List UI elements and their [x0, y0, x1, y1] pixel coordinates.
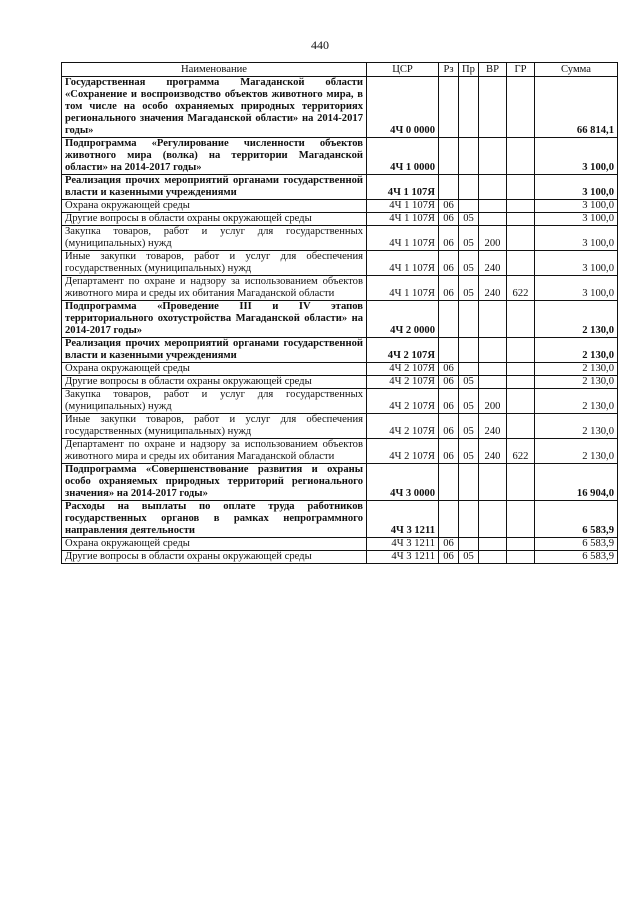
row-sum: 6 583,9 [535, 501, 618, 538]
row-rz: 06 [439, 251, 459, 276]
row-rz: 06 [439, 363, 459, 376]
row-csr: 4Ч 3 1211 [367, 538, 439, 551]
row-pr [459, 538, 479, 551]
row-pr: 05 [459, 376, 479, 389]
row-rz: 06 [439, 376, 459, 389]
row-rz [439, 301, 459, 338]
row-vr: 240 [479, 414, 507, 439]
row-vr [479, 538, 507, 551]
row-sum: 2 130,0 [535, 338, 618, 363]
row-rz [439, 138, 459, 175]
header-gr: ГР [507, 63, 535, 77]
header-csr: ЦСР [367, 63, 439, 77]
header-name: Наименование [62, 63, 367, 77]
row-sum: 3 100,0 [535, 226, 618, 251]
table-row [62, 138, 618, 175]
row-name: Расходы на выплаты по оплате труда работников государственных органов в рамках непрограммного направления деятельности [62, 501, 367, 538]
row-vr: 200 [479, 226, 507, 251]
row-csr: 4Ч 2 107Я [367, 376, 439, 389]
row-gr [507, 213, 535, 226]
row-sum: 6 583,9 [535, 551, 618, 564]
row-name: Иные закупки товаров, работ и услуг для обеспечения государственных (муниципальных) нужд [62, 414, 367, 439]
row-name: Охрана окружающей среды [62, 200, 367, 213]
row-csr: 4Ч 2 107Я [367, 439, 439, 464]
row-pr [459, 77, 479, 138]
row-gr [507, 200, 535, 213]
table-row [62, 551, 618, 564]
row-name: Закупка товаров, работ и услуг для государственных (муниципальных) нужд [62, 226, 367, 251]
row-vr [479, 200, 507, 213]
row-name: Подпрограмма «Совершенствование развития и охраны особо охраняемых природных территорий регионального значения» на 2014-2017 годы» [62, 464, 367, 501]
table-row [62, 414, 618, 439]
row-name: Иные закупки товаров, работ и услуг для обеспечения государственных (муниципальных) нужд [62, 251, 367, 276]
header-sum: Сумма [535, 63, 618, 77]
header-pr: Пр [459, 63, 479, 77]
row-csr: 4Ч 2 107Я [367, 338, 439, 363]
row-vr [479, 301, 507, 338]
row-rz: 06 [439, 439, 459, 464]
row-csr: 4Ч 2 107Я [367, 389, 439, 414]
row-csr: 4Ч 1 107Я [367, 251, 439, 276]
row-gr [507, 551, 535, 564]
row-csr: 4Ч 2 107Я [367, 363, 439, 376]
table-row [62, 77, 618, 138]
header-vr: ВР [479, 63, 507, 77]
row-rz: 06 [439, 213, 459, 226]
row-name: Департамент по охране и надзору за использованием объектов животного мира и среды их обитания Магаданской области [62, 439, 367, 464]
row-sum: 3 100,0 [535, 276, 618, 301]
table-row [62, 389, 618, 414]
row-vr [479, 338, 507, 363]
row-vr [479, 213, 507, 226]
row-sum: 66 814,1 [535, 77, 618, 138]
row-sum: 3 100,0 [535, 200, 618, 213]
row-gr [507, 376, 535, 389]
row-sum: 6 583,9 [535, 538, 618, 551]
row-csr: 4Ч 1 0000 [367, 138, 439, 175]
row-vr [479, 551, 507, 564]
row-rz [439, 175, 459, 200]
row-sum: 16 904,0 [535, 464, 618, 501]
row-vr [479, 138, 507, 175]
row-vr [479, 77, 507, 138]
row-sum: 2 130,0 [535, 439, 618, 464]
row-gr [507, 414, 535, 439]
row-csr: 4Ч 1 107Я [367, 213, 439, 226]
row-pr: 05 [459, 276, 479, 301]
row-csr: 4Ч 1 107Я [367, 276, 439, 301]
row-name: Государственная программа Магаданской области «Сохранение и воспроизводство объектов животного мира, в том числе на особо охраняемых природных территориях регионального значения Магаданской области» на 2014-2017 годы» [62, 77, 367, 138]
row-vr [479, 376, 507, 389]
row-gr [507, 363, 535, 376]
row-vr: 240 [479, 276, 507, 301]
row-csr: 4Ч 2 107Я [367, 414, 439, 439]
row-gr [507, 226, 535, 251]
row-name: Другие вопросы в области охраны окружающей среды [62, 213, 367, 226]
row-csr: 4Ч 3 1211 [367, 551, 439, 564]
row-name: Подпрограмма «Проведение III и IV этапов территориального охотустройства Магаданской области» на 2014-2017 годы» [62, 301, 367, 338]
row-gr [507, 501, 535, 538]
row-vr [479, 501, 507, 538]
row-name: Закупка товаров, работ и услуг для государственных (муниципальных) нужд [62, 389, 367, 414]
row-pr: 05 [459, 213, 479, 226]
table-row [62, 501, 618, 538]
row-rz [439, 501, 459, 538]
row-rz: 06 [439, 276, 459, 301]
row-gr [507, 301, 535, 338]
row-pr: 05 [459, 251, 479, 276]
table-row [62, 175, 618, 200]
row-csr: 4Ч 0 0000 [367, 77, 439, 138]
row-rz: 06 [439, 551, 459, 564]
table-row [62, 226, 618, 251]
row-gr: 622 [507, 276, 535, 301]
table-row [62, 439, 618, 464]
row-pr [459, 464, 479, 501]
page-number: 440 [311, 38, 329, 52]
row-pr [459, 175, 479, 200]
row-gr [507, 77, 535, 138]
row-gr [507, 464, 535, 501]
row-sum: 3 100,0 [535, 251, 618, 276]
row-pr [459, 338, 479, 363]
row-pr [459, 301, 479, 338]
row-vr: 200 [479, 389, 507, 414]
row-csr: 4Ч 1 107Я [367, 226, 439, 251]
row-sum: 2 130,0 [535, 301, 618, 338]
table-header-row [62, 63, 618, 77]
row-pr [459, 501, 479, 538]
row-gr [507, 138, 535, 175]
row-csr: 4Ч 1 107Я [367, 200, 439, 213]
row-pr: 05 [459, 439, 479, 464]
table-row [62, 200, 618, 213]
row-name: Реализация прочих мероприятий органами государственной власти и казенными учреждениями [62, 175, 367, 200]
row-sum: 2 130,0 [535, 414, 618, 439]
row-name: Охрана окружающей среды [62, 363, 367, 376]
row-rz: 06 [439, 414, 459, 439]
table-row [62, 538, 618, 551]
row-name: Другие вопросы в области охраны окружающей среды [62, 551, 367, 564]
row-pr: 05 [459, 414, 479, 439]
row-vr [479, 363, 507, 376]
table-row [62, 251, 618, 276]
row-gr [507, 338, 535, 363]
row-csr: 4Ч 1 107Я [367, 175, 439, 200]
row-name: Подпрограмма «Регулирование численности объектов животного мира (волка) на территории Магаданской области» на 2014-2017 годы» [62, 138, 367, 175]
table-row [62, 338, 618, 363]
row-rz: 06 [439, 538, 459, 551]
row-vr [479, 464, 507, 501]
row-gr [507, 538, 535, 551]
row-name: Реализация прочих мероприятий органами государственной власти и казенными учреждениями [62, 338, 367, 363]
row-csr: 4Ч 3 1211 [367, 501, 439, 538]
row-pr: 05 [459, 551, 479, 564]
row-sum: 2 130,0 [535, 389, 618, 414]
row-csr: 4Ч 2 0000 [367, 301, 439, 338]
row-name: Департамент по охране и надзору за использованием объектов животного мира и среды их обитания Магаданской области [62, 276, 367, 301]
row-rz [439, 77, 459, 138]
row-pr: 05 [459, 226, 479, 251]
row-rz: 06 [439, 226, 459, 251]
row-pr: 05 [459, 389, 479, 414]
row-sum: 2 130,0 [535, 376, 618, 389]
row-pr [459, 138, 479, 175]
row-pr [459, 363, 479, 376]
table-row [62, 301, 618, 338]
row-vr [479, 175, 507, 200]
row-pr [459, 200, 479, 213]
row-rz [439, 338, 459, 363]
table-row [62, 213, 618, 226]
row-rz: 06 [439, 200, 459, 213]
row-csr: 4Ч 3 0000 [367, 464, 439, 501]
row-rz: 06 [439, 389, 459, 414]
row-name: Другие вопросы в области охраны окружающей среды [62, 376, 367, 389]
table-row [62, 376, 618, 389]
row-sum: 3 100,0 [535, 138, 618, 175]
row-name: Охрана окружающей среды [62, 538, 367, 551]
row-sum: 2 130,0 [535, 363, 618, 376]
table-row [62, 464, 618, 501]
row-gr [507, 175, 535, 200]
table-row [62, 363, 618, 376]
row-sum: 3 100,0 [535, 175, 618, 200]
header-rz: Рз [439, 63, 459, 77]
row-vr: 240 [479, 251, 507, 276]
row-rz [439, 464, 459, 501]
budget-table [61, 62, 618, 564]
table-row [62, 276, 618, 301]
row-vr: 240 [479, 439, 507, 464]
row-gr [507, 251, 535, 276]
row-gr [507, 389, 535, 414]
row-sum: 3 100,0 [535, 213, 618, 226]
row-gr: 622 [507, 439, 535, 464]
